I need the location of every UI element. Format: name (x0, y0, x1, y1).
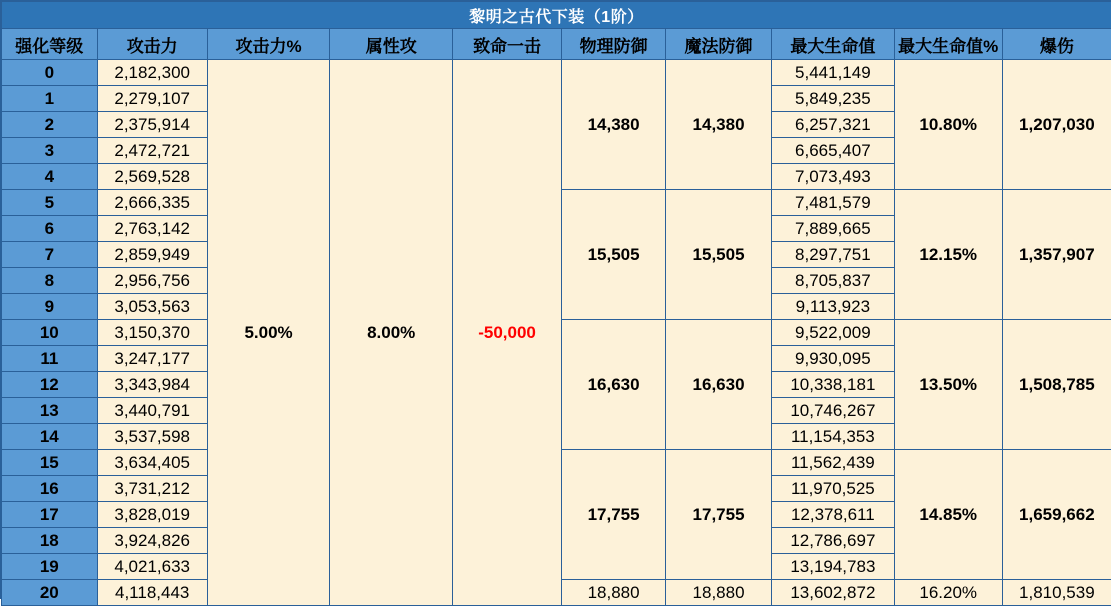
magic-defense-cell: 14,380 (666, 60, 772, 190)
level-cell: 2 (2, 112, 98, 138)
max-hp-cell: 11,562,439 (772, 450, 895, 476)
attack-cell: 3,440,791 (97, 398, 207, 424)
equipment-stat-table (1, 1, 1111, 606)
magic-defense-cell: 16,630 (666, 320, 772, 450)
level-cell: 9 (2, 294, 98, 320)
column-header-max-hp: 最大生命值 (772, 29, 895, 60)
max-hp-pct-cell: 16.20% (894, 580, 1002, 606)
magic-defense-cell: 15,505 (666, 190, 772, 320)
max-hp-cell: 9,930,095 (772, 346, 895, 372)
attack-cell: 3,537,598 (97, 424, 207, 450)
physical-defense-cell: 17,755 (562, 450, 666, 580)
level-cell: 14 (2, 424, 98, 450)
max-hp-cell: 7,481,579 (772, 190, 895, 216)
level-cell: 13 (2, 398, 98, 424)
attack-cell: 3,731,212 (97, 476, 207, 502)
max-hp-cell: 6,257,321 (772, 112, 895, 138)
column-header-elemental-attack: 属性攻 (330, 29, 453, 60)
level-cell: 11 (2, 346, 98, 372)
max-hp-cell: 10,746,267 (772, 398, 895, 424)
attack-cell: 2,763,142 (97, 216, 207, 242)
attack-cell: 2,569,528 (97, 164, 207, 190)
level-cell: 20 (2, 580, 98, 606)
level-cell: 6 (2, 216, 98, 242)
max-hp-cell: 5,849,235 (772, 86, 895, 112)
max-hp-cell: 12,786,697 (772, 528, 895, 554)
max-hp-cell: 6,665,407 (772, 138, 895, 164)
max-hp-pct-cell: 10.80% (894, 60, 1002, 190)
column-header-fatal-strike: 致命一击 (453, 29, 562, 60)
elemental-attack-cell: 8.00% (330, 60, 453, 606)
column-header-max-hp-pct: 最大生命值% (894, 29, 1002, 60)
attack-cell: 4,021,633 (97, 554, 207, 580)
crit-damage-cell: 1,357,907 (1002, 190, 1111, 320)
level-cell: 0 (2, 60, 98, 86)
attack-cell: 3,150,370 (97, 320, 207, 346)
magic-defense-cell: 18,880 (666, 580, 772, 606)
max-hp-cell: 7,889,665 (772, 216, 895, 242)
attack-cell: 2,375,914 (97, 112, 207, 138)
table-header-row (2, 29, 1111, 60)
max-hp-cell: 11,154,353 (772, 424, 895, 450)
max-hp-cell: 9,522,009 (772, 320, 895, 346)
attack-cell: 3,634,405 (97, 450, 207, 476)
page-title: 黎明之古代下装（1阶） (2, 2, 1111, 29)
level-cell: 10 (2, 320, 98, 346)
level-cell: 15 (2, 450, 98, 476)
max-hp-cell: 5,441,149 (772, 60, 895, 86)
attack-pct-cell: 5.00% (207, 60, 330, 606)
level-cell: 18 (2, 528, 98, 554)
column-header-physical-defense: 物理防御 (562, 29, 666, 60)
crit-damage-cell: 1,508,785 (1002, 320, 1111, 450)
attack-cell: 3,924,826 (97, 528, 207, 554)
crit-damage-cell: 1,207,030 (1002, 60, 1111, 190)
attack-cell: 2,182,300 (97, 60, 207, 86)
column-header-attack-pct: 攻击力% (207, 29, 330, 60)
level-cell: 1 (2, 86, 98, 112)
max-hp-pct-cell: 14.85% (894, 450, 1002, 580)
max-hp-cell: 8,297,751 (772, 242, 895, 268)
column-header-crit-damage: 爆伤 (1002, 29, 1111, 60)
table-title-row (2, 2, 1111, 29)
level-cell: 16 (2, 476, 98, 502)
max-hp-cell: 9,113,923 (772, 294, 895, 320)
attack-cell: 2,666,335 (97, 190, 207, 216)
attack-cell: 3,343,984 (97, 372, 207, 398)
max-hp-cell: 12,378,611 (772, 502, 895, 528)
attack-cell: 4,118,443 (97, 580, 207, 606)
max-hp-cell: 7,073,493 (772, 164, 895, 190)
attack-cell: 3,828,019 (97, 502, 207, 528)
max-hp-cell: 13,602,872 (772, 580, 895, 606)
magic-defense-cell: 17,755 (666, 450, 772, 580)
level-cell: 5 (2, 190, 98, 216)
level-cell: 17 (2, 502, 98, 528)
max-hp-cell: 13,194,783 (772, 554, 895, 580)
max-hp-pct-cell: 12.15% (894, 190, 1002, 320)
fatal-strike-cell: -50,000 (453, 60, 562, 606)
level-cell: 12 (2, 372, 98, 398)
column-header-level: 强化等级 (2, 29, 98, 60)
level-cell: 19 (2, 554, 98, 580)
max-hp-cell: 10,338,181 (772, 372, 895, 398)
attack-cell: 2,859,949 (97, 242, 207, 268)
column-header-magic-defense: 魔法防御 (666, 29, 772, 60)
attack-cell: 2,472,721 (97, 138, 207, 164)
level-cell: 8 (2, 268, 98, 294)
column-header-attack: 攻击力 (97, 29, 207, 60)
physical-defense-cell: 16,630 (562, 320, 666, 450)
crit-damage-cell: 1,659,662 (1002, 450, 1111, 580)
max-hp-cell: 8,705,837 (772, 268, 895, 294)
level-cell: 4 (2, 164, 98, 190)
max-hp-cell: 11,970,525 (772, 476, 895, 502)
physical-defense-cell: 14,380 (562, 60, 666, 190)
max-hp-pct-cell: 13.50% (894, 320, 1002, 450)
physical-defense-cell: 18,880 (562, 580, 666, 606)
attack-cell: 3,247,177 (97, 346, 207, 372)
table-row (2, 60, 1111, 86)
attack-cell: 3,053,563 (97, 294, 207, 320)
physical-defense-cell: 15,505 (562, 190, 666, 320)
crit-damage-cell: 1,810,539 (1002, 580, 1111, 606)
level-cell: 3 (2, 138, 98, 164)
attack-cell: 2,279,107 (97, 86, 207, 112)
attack-cell: 2,956,756 (97, 268, 207, 294)
level-cell: 7 (2, 242, 98, 268)
